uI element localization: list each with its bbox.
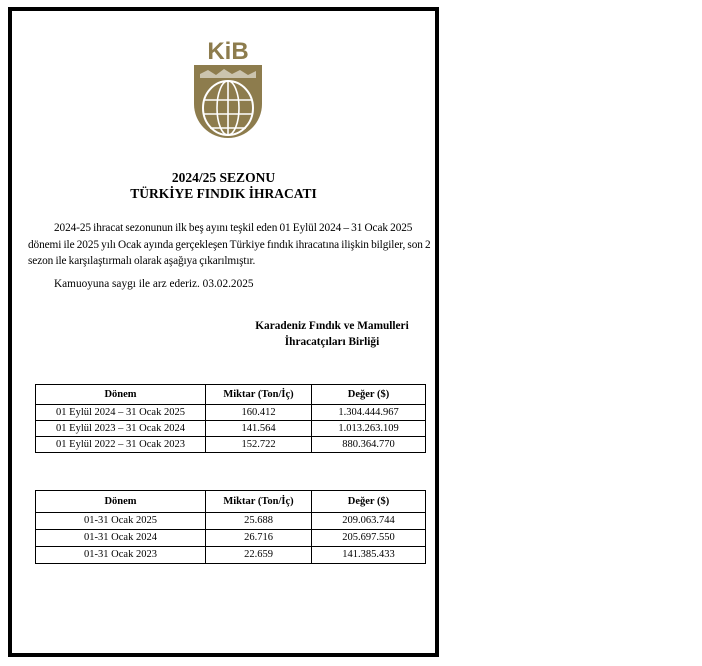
column-header-value: Değer ($) [312,491,426,513]
column-header-period: Dönem [36,385,206,405]
cell-period: 01-31 Ocak 2025 [36,513,206,530]
cell-value: 205.697.550 [312,530,426,547]
cell-period: 01 Eylül 2023 – 31 Ocak 2024 [36,421,206,437]
heading-season: 2024/25 SEZONU [171,170,276,185]
cell-quantity: 22.659 [206,547,312,564]
cell-value: 141.385.433 [312,547,426,564]
cell-period: 01-31 Ocak 2023 [36,547,206,564]
cell-quantity: 141.564 [206,421,312,437]
table-header-row [36,385,426,405]
cell-value: 209.063.744 [312,513,426,530]
cell-period: 01 Eylül 2022 – 31 Ocak 2023 [36,437,206,453]
signature-line-2: İhracatçıları Birliği [284,336,380,348]
table-row [36,513,426,530]
table-row [36,421,426,437]
cell-period: 01-31 Ocak 2024 [36,530,206,547]
table-row [36,405,426,421]
kib-logo-text: KiB [207,38,249,65]
signature-line-1: Karadeniz Fındık ve Mamulleri [255,320,409,332]
column-header-quantity: Miktar (Ton/İç) [206,491,312,513]
cell-quantity: 160.412 [206,405,312,421]
column-header-quantity: Miktar (Ton/İç) [206,385,312,405]
heading-export: TÜRKİYE FINDIK İHRACATI [130,186,317,201]
kib-logo [190,34,266,157]
intro-paragraph: 2024-25 ihracat sezonunun ilk beş ayını teşkil eden 01 Eylül 2024 – 31 Ocak 2025 dönemi ile 2025 yılı Ocak ayında gerçekleşen Türkiye fındık ihracatına ilişkin bilgiler, son 2 sezon ile karşılaştırmalı olarak aşağıya çıkarılmıştır. [28,222,431,267]
cell-value: 1.013.263.109 [312,421,426,437]
table-row [36,437,426,453]
cell-value: 880.364.770 [312,437,426,453]
cell-quantity: 26.716 [206,530,312,547]
table-header-row [36,491,426,513]
table-row [36,547,426,564]
document-page [8,7,439,657]
january-comparison-table [35,490,426,564]
column-header-value: Değer ($) [312,385,426,405]
cell-quantity: 152.722 [206,437,312,453]
greeting-line: Kamuoyuna saygı ile arz ederiz. 03.02.2025 [54,278,254,290]
cell-value: 1.304.444.967 [312,405,426,421]
cell-period: 01 Eylül 2024 – 31 Ocak 2025 [36,405,206,421]
column-header-period: Dönem [36,491,206,513]
season-comparison-table [35,384,426,453]
cell-quantity: 25.688 [206,513,312,530]
table-row [36,530,426,547]
